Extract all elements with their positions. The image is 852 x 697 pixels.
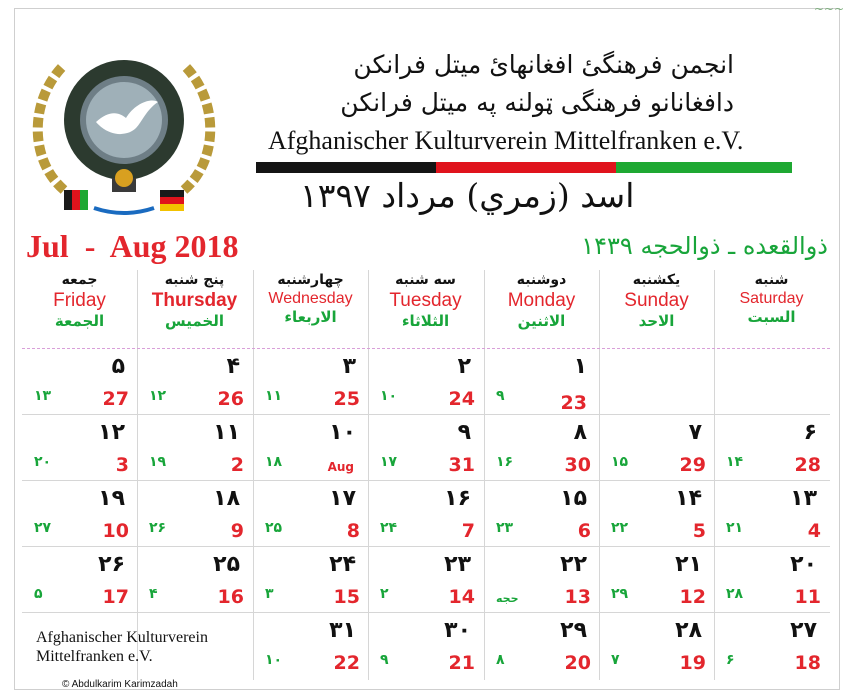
day-cell — [714, 614, 829, 679]
day-cell — [368, 350, 483, 415]
org-name-german: Afghanischer Kulturverein Mittelfranken e.V. — [268, 126, 744, 155]
solar-date: ۴ — [226, 354, 240, 379]
day-cell — [714, 482, 829, 547]
gregorian-date: 20 — [564, 652, 591, 674]
flag-stripe-black — [256, 162, 436, 173]
hijri-date: حجه — [496, 592, 519, 605]
day-cell — [368, 614, 483, 679]
hijri-date: ۱۶ — [496, 454, 514, 470]
solar-date: ۲۸ — [675, 618, 702, 643]
flag-stripe-red — [436, 162, 616, 173]
solar-date: ۱۹ — [98, 486, 125, 511]
gregorian-date: 28 — [794, 454, 821, 476]
day-cell — [714, 548, 829, 613]
day-name-arabic: الجمعة — [54, 312, 105, 330]
day-cell — [599, 416, 714, 481]
gregorian-date: 16 — [217, 586, 244, 608]
gregorian-date: 9 — [230, 520, 244, 542]
solar-date: ۱۲ — [98, 420, 125, 445]
gregorian-date: 31 — [448, 454, 475, 476]
gregorian-date: 21 — [448, 652, 475, 674]
hijri-date: ۲۲ — [611, 520, 629, 536]
hijri-date: ۲ — [380, 586, 389, 602]
day-name-dari: دوشنبه — [516, 272, 567, 288]
hijri-date: ۲۹ — [611, 586, 629, 602]
gregorian-date: 7 — [461, 520, 475, 542]
day-cell — [484, 548, 599, 613]
org-name-pashto: دافغانانو فرهنگی ټولنه په میتل فرانکن — [340, 88, 734, 117]
day-cell — [22, 350, 137, 415]
day-cell — [22, 548, 137, 613]
hijri-date: ۲۱ — [726, 520, 744, 536]
gregorian-date: 17 — [102, 586, 129, 608]
day-header — [368, 270, 483, 330]
solar-date: ۲۹ — [560, 618, 587, 643]
day-cell — [599, 548, 714, 613]
day-cell — [22, 416, 137, 481]
day-cell — [253, 548, 368, 613]
hijri-date: ۳ — [265, 586, 274, 602]
hijri-date: ۹ — [380, 652, 389, 668]
day-cell — [253, 482, 368, 547]
gregorian-date: 19 — [679, 652, 706, 674]
day-cell — [484, 350, 599, 415]
gregorian-date: 24 — [448, 388, 475, 410]
footer-note-line1: Afghanischer Kulturverein — [36, 629, 208, 646]
corner-mark: ~~~ — [813, 2, 844, 16]
footer-note-line2: Mittelfranken e.V. — [36, 648, 153, 665]
day-cell — [253, 416, 368, 481]
day-cell — [253, 614, 368, 679]
hijri-date: ۹ — [496, 388, 505, 404]
solar-date: ۲۷ — [790, 618, 817, 643]
gregorian-date: 8 — [346, 520, 360, 542]
hijri-date: ۲۴ — [380, 520, 398, 536]
solar-date: ۲۰ — [790, 552, 817, 577]
gregorian-date: 23 — [560, 392, 587, 414]
footer-note — [36, 628, 208, 666]
gregorian-date: 13 — [564, 586, 591, 608]
gregorian-date: 22 — [333, 652, 360, 674]
hijri-date: ۱۹ — [149, 454, 167, 470]
hijri-month-title: ذوالقعده ـ ذوالحجه ۱۴۳۹ — [581, 232, 828, 260]
hijri-date: ۴ — [149, 586, 158, 602]
hijri-date: ۱۰ — [265, 652, 283, 668]
solar-date: ۳۱ — [329, 618, 356, 643]
solar-date: ۱ — [573, 354, 587, 379]
gregorian-date: 6 — [577, 520, 591, 542]
day-name-arabic: السبت — [747, 308, 796, 326]
copyright: © Abdulkarim Karimzadah — [62, 679, 178, 690]
solar-date: ۱۱ — [213, 420, 240, 445]
gregorian-date: 18 — [794, 652, 821, 674]
gregorian-month-title: Jul - Aug 2018 — [26, 228, 239, 264]
day-cell — [368, 548, 483, 613]
day-name-english: Monday — [507, 290, 576, 311]
solar-date: ۳۰ — [444, 618, 471, 643]
solar-date: ۱۵ — [560, 486, 587, 511]
solar-date: ۷ — [688, 420, 702, 445]
hijri-date: ۱۰ — [380, 388, 398, 404]
hijri-date: ۱۱ — [265, 388, 283, 404]
hijri-date: ۱۲ — [149, 388, 167, 404]
day-name-dari: سه شنبه — [395, 272, 456, 288]
solar-date: ۳ — [342, 354, 356, 379]
hijri-date: ۸ — [496, 652, 505, 668]
calendar-grid — [22, 270, 830, 680]
solar-date: ۹ — [457, 420, 471, 445]
gregorian-date: 30 — [564, 454, 591, 476]
hijri-date: ۱۸ — [265, 454, 283, 470]
association-logo — [24, 40, 224, 220]
day-cell — [714, 416, 829, 481]
org-name-dari: انجمن فرهنگیٔ افغانهایٔ میتل فرانکن — [353, 50, 734, 79]
solar-date: ۲۳ — [444, 552, 471, 577]
solar-date: ۲۲ — [560, 552, 587, 577]
day-name-arabic: الثلاثاء — [401, 312, 450, 330]
gregorian-date: 14 — [448, 586, 475, 608]
solar-date: ۲۱ — [675, 552, 702, 577]
day-cell — [253, 350, 368, 415]
day-cell — [368, 482, 483, 547]
day-cell — [714, 350, 829, 415]
day-cell — [368, 416, 483, 481]
day-cell — [484, 416, 599, 481]
day-name-arabic: الاثنين — [517, 312, 566, 330]
flags-icon — [64, 190, 184, 211]
gregorian-date: 25 — [333, 388, 360, 410]
hijri-date: ۲۸ — [726, 586, 744, 602]
gregorian-date: 11 — [794, 586, 821, 608]
day-name-english: Friday — [53, 290, 106, 311]
day-cell — [484, 614, 599, 679]
gregorian-date: 29 — [679, 454, 706, 476]
flag-stripe-green — [616, 162, 792, 173]
day-name-arabic: الاحد — [638, 312, 675, 330]
day-name-english: Tuesday — [389, 290, 462, 311]
solar-date: ۲۶ — [98, 552, 125, 577]
day-header — [484, 270, 599, 330]
hijri-date: ۱۷ — [380, 454, 398, 470]
hijri-date: ۲۳ — [496, 520, 514, 536]
solar-date: ۲۵ — [213, 552, 240, 577]
solar-date: ۱۴ — [675, 486, 702, 511]
day-name-arabic: الاربعاء — [284, 308, 337, 326]
solar-date: ۱۸ — [213, 486, 240, 511]
hijri-date: ۲۶ — [149, 520, 167, 536]
day-name-english: Thursday — [151, 290, 238, 311]
day-header — [137, 270, 252, 330]
day-cell — [137, 350, 252, 415]
solar-month-title: اسد (زمري) مرداد ۱۳۹۷ — [300, 176, 635, 215]
solar-date: ۲۴ — [329, 552, 356, 577]
hijri-date: ۲۰ — [34, 454, 52, 470]
gregorian-date: 2 — [230, 454, 244, 476]
header-divider — [22, 348, 830, 349]
gregorian-date: 26 — [217, 388, 244, 410]
hijri-date: ۱۵ — [611, 454, 629, 470]
solar-date: ۱۷ — [329, 486, 356, 511]
gregorian-date: Aug — [327, 460, 354, 474]
day-cell — [599, 350, 714, 415]
day-name-english: Sunday — [624, 290, 689, 311]
day-name-arabic: الخميس — [165, 312, 224, 330]
gregorian-date: 15 — [333, 586, 360, 608]
hijri-date: ۲۷ — [34, 520, 52, 536]
day-cell — [137, 416, 252, 481]
solar-date: ۱۰ — [329, 420, 356, 445]
hijri-date: ۱۳ — [34, 388, 52, 404]
day-name-dari: چهارشنبه — [277, 272, 344, 288]
solar-date: ۶ — [803, 420, 817, 445]
gregorian-date: 12 — [679, 586, 706, 608]
day-cell — [22, 482, 137, 547]
day-cell — [599, 482, 714, 547]
solar-date: ۲ — [457, 354, 471, 379]
hijri-date: ۵ — [34, 586, 43, 602]
day-header — [22, 270, 137, 330]
day-name-dari: پنج شنبه — [164, 272, 225, 288]
gregorian-date: 3 — [115, 454, 129, 476]
hijri-date: ۱۴ — [726, 454, 744, 470]
solar-date: ۱۳ — [790, 486, 817, 511]
day-header — [599, 270, 714, 330]
day-header — [714, 270, 829, 326]
day-header — [253, 270, 368, 326]
gregorian-date: 4 — [807, 520, 821, 542]
day-cell — [137, 482, 252, 547]
day-name-english: Wednesday — [268, 290, 353, 307]
gregorian-date: 27 — [102, 388, 129, 410]
day-name-dari: شنبه — [754, 272, 789, 288]
hijri-date: ۶ — [726, 652, 735, 668]
solar-date: ۱۶ — [444, 486, 471, 511]
day-cell — [137, 548, 252, 613]
hijri-date: ۲۵ — [265, 520, 283, 536]
day-cell — [484, 482, 599, 547]
gregorian-date: 5 — [692, 520, 706, 542]
day-name-dari: جمعه — [61, 272, 98, 288]
day-name-dari: یکشنبه — [632, 272, 681, 288]
day-cell — [599, 614, 714, 679]
gregorian-date: 10 — [102, 520, 129, 542]
solar-date: ۸ — [573, 420, 587, 445]
hijri-date: ۷ — [611, 652, 620, 668]
day-name-english: Saturday — [739, 290, 804, 307]
solar-date: ۵ — [111, 354, 125, 379]
